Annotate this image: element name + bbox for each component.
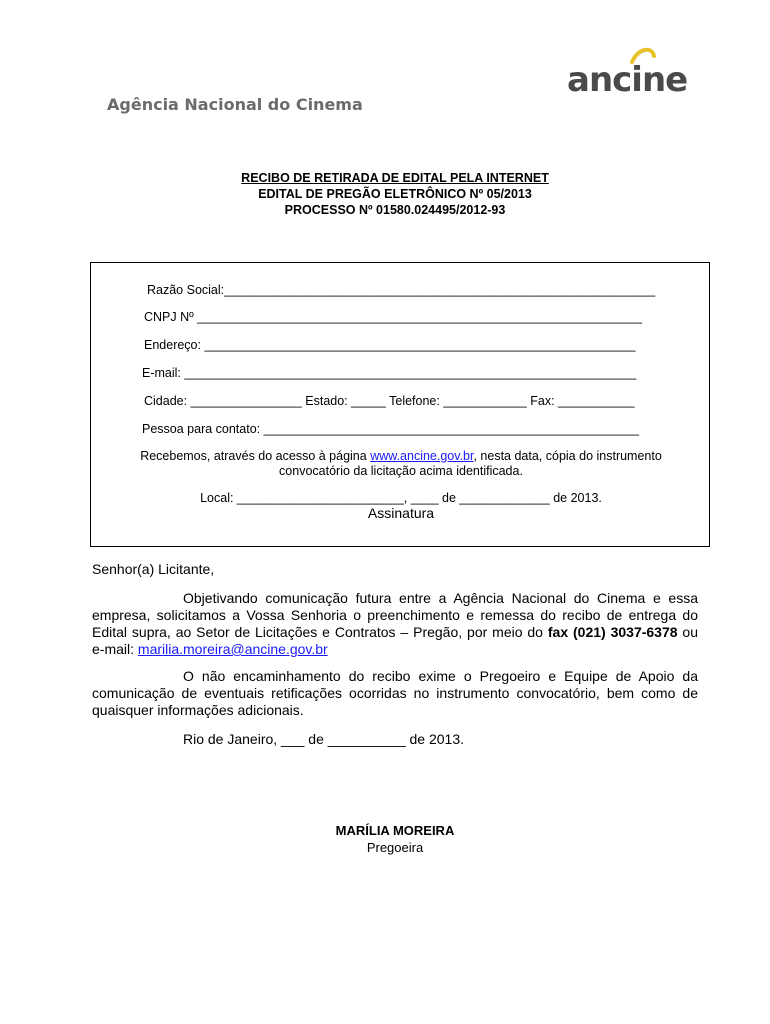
field-razao-social[interactable]: Razão Social:______________________________________________________________ bbox=[147, 283, 656, 297]
email-link[interactable]: marilia.moreira@ancine.gov.br bbox=[137, 641, 328, 657]
fax-number: fax (021) 3037-6378 bbox=[547, 624, 678, 640]
receipt-statement bbox=[91, 448, 711, 464]
receipt-text-after: , nesta data, cópia do instrumento bbox=[473, 449, 662, 463]
field-local-date[interactable]: Local: ________________________, ____ de _____________ de 2013. bbox=[200, 491, 602, 505]
paragraph-request bbox=[92, 590, 698, 658]
greeting: Senhor(a) Licitante, bbox=[92, 561, 215, 577]
field-cnpj[interactable]: CNPJ Nº ________________________________________________________________ bbox=[144, 310, 643, 324]
field-email[interactable]: E-mail: _________________________________________________________________ bbox=[142, 366, 637, 380]
receipt-text-before: Recebemos, através do acesso à página bbox=[140, 449, 371, 463]
receipt-statement-line2: convocatório da licitação acima identificada. bbox=[279, 464, 523, 478]
field-cidade-estado-telefone-fax[interactable]: Cidade: ________________ Estado: _____ Telefone: ____________ Fax: ___________ bbox=[144, 394, 635, 408]
paragraph-notice bbox=[92, 668, 698, 719]
ancine-logo: ancine bbox=[567, 60, 688, 100]
signatory-name: MARÍLIA MOREIRA bbox=[335, 823, 455, 838]
signatory-block bbox=[0, 822, 770, 856]
field-pessoa-contato[interactable]: Pessoa para contato: ______________________________________________________ bbox=[142, 422, 640, 436]
paragraph-request-text: Objetivando comunicação futura entre a Agência Nacional do Cinema e essa empresa, solicitamos a Vossa Senhoria o preenchimento e remessa do recibo de entrega do Edital supra, ao Setor de Licitações e Contratos – Pregão, por meio do bbox=[92, 590, 698, 640]
ancine-website-link[interactable]: www.ancine.gov.br bbox=[370, 449, 474, 463]
title-processo: PROCESSO Nº 01580.024495/2012-93 bbox=[284, 203, 506, 217]
date-line-text: Rio de Janeiro, ___ de __________ de 2013. bbox=[183, 731, 465, 747]
paragraph-notice-text: O não encaminhamento do recibo exime o Pregoeiro e Equipe de Apoio da comunicação de eventuais retificações ocorridas no instrumento convocatório, bem como de quaisquer informações adicionais. bbox=[92, 668, 698, 718]
title-edital: EDITAL DE PREGÃO ELETRÔNICO Nº 05/2013 bbox=[258, 187, 532, 201]
agency-name: Agência Nacional do Cinema bbox=[107, 95, 363, 114]
date-line bbox=[92, 731, 698, 748]
field-endereco[interactable]: Endereço: ______________________________________________________________ bbox=[144, 338, 636, 352]
paragraph-request-or: ou e-mail: bbox=[92, 624, 698, 657]
signatory-role: Pregoeira bbox=[366, 840, 424, 855]
document-titles bbox=[0, 170, 770, 218]
title-receipt: RECIBO DE RETIRADA DE EDITAL PELA INTERNET bbox=[241, 171, 549, 185]
signature-label: Assinatura bbox=[367, 505, 435, 521]
receipt-form-box bbox=[90, 262, 710, 547]
